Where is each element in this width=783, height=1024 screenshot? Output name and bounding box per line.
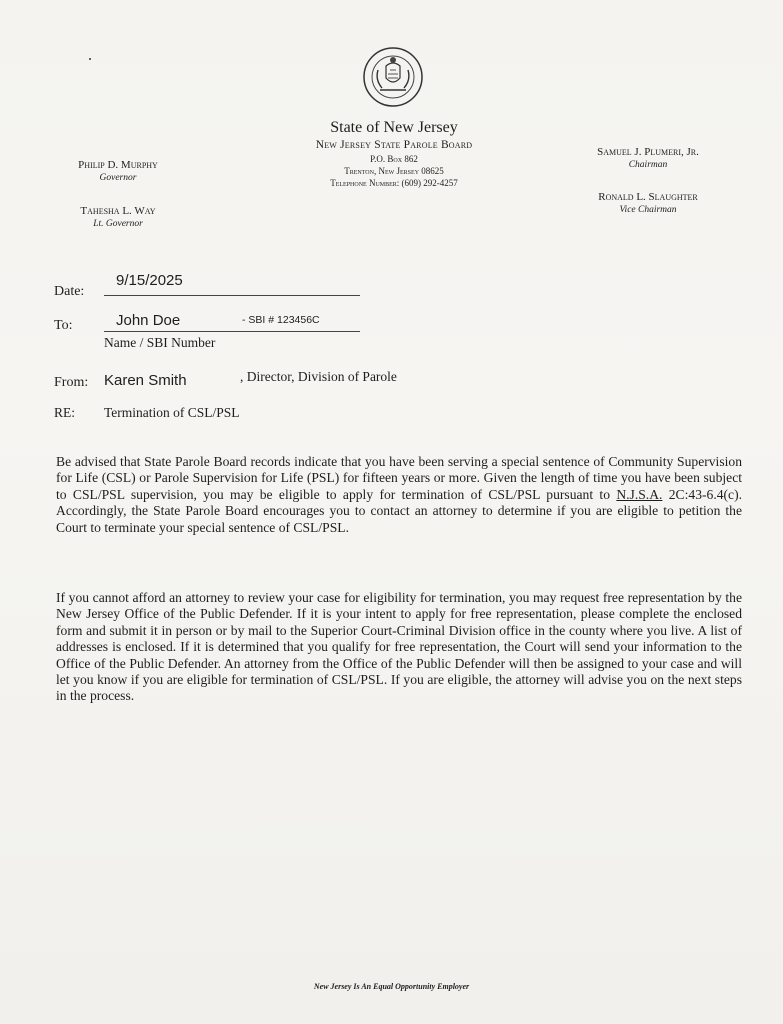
- paragraph-1-start: Be advised that State Parole Board records indicate that you have been serving a special sentence of Community Supervision for Life (CSL) or Parole Supervision for Life (PSL) for fifteen years or more. Given the length of time you have been subject to CSL/PSL supervision, you may be eligible to apply for termination of CSL/PSL pursuant to: [56, 454, 742, 502]
- official-chairman: [568, 145, 728, 172]
- re-subject: Termination of CSL/PSL: [104, 405, 240, 420]
- from-name: Karen Smith: [104, 372, 187, 389]
- official-title: Governor: [99, 173, 137, 183]
- re-label: RE:: [54, 405, 76, 420]
- date-label: Date:: [54, 284, 85, 299]
- official-title: Lt. Governor: [93, 219, 143, 229]
- telephone-line: Telephone Number: (609) 292-4257: [330, 178, 458, 188]
- state-title: State of New Jersey: [330, 119, 458, 136]
- to-label: To:: [54, 318, 73, 333]
- official-name: Ronald L. Slaughter: [598, 191, 698, 203]
- official-lt-governor: [48, 204, 188, 231]
- footer-eoe: New Jersey Is An Equal Opportunity Employer: [313, 982, 470, 991]
- to-name: John Doe: [116, 312, 181, 329]
- state-seal-icon: [362, 46, 424, 108]
- date-value: 9/15/2025: [116, 272, 183, 289]
- to-underline: [104, 331, 360, 332]
- name-sbi-caption: Name / SBI Number: [104, 335, 216, 350]
- body-paragraph-1: [56, 454, 742, 536]
- board-title: New Jersey State Parole Board: [315, 139, 473, 151]
- sbi-number: - SBI # 123456C: [242, 314, 320, 326]
- official-name: Philip D. Murphy: [78, 159, 158, 171]
- letterhead: [280, 118, 508, 189]
- scan-speck: [89, 58, 91, 60]
- official-vice-chairman: [568, 190, 728, 217]
- po-box: P.O. Box 862: [370, 154, 418, 164]
- official-name: Tahesha L. Way: [80, 205, 156, 217]
- from-label: From:: [54, 375, 89, 390]
- body-paragraph-2: If you cannot afford an attorney to review your case for eligibility for termination, you may request free representation by the New Jersey Office of the Public Defender. If it is your intent to apply for free representation, please complete the enclosed form and submit it in person or by mail to the Superior Court-Criminal Division office in the county where you live. A list of addresses is enclosed. If it is determined that you qualify for free representation, the Court will send your information to the Office of the Public Defender. An attorney from the Office of the Public Defender will then be assigned to your case and will let you know if you are eligible for termination of CSL/PSL. If you are eligible, the attorney will advise you on the next steps in the process.: [56, 590, 742, 704]
- statute-citation: N.J.S.A.: [616, 486, 663, 502]
- official-title: Vice Chairman: [619, 205, 677, 215]
- official-governor: [48, 158, 188, 185]
- city-line: Trenton, New Jersey 08625: [344, 166, 444, 176]
- from-title: , Director, Division of Parole: [240, 369, 397, 384]
- official-title: Chairman: [628, 160, 668, 170]
- paragraph-1-end: 2C:43-6.4(c). Accordingly, the State Parole Board encourages you to contact an attorney to determine if you are eligible to petition the Court to terminate your special sentence of CSL/PSL.: [56, 486, 742, 535]
- date-underline: [104, 295, 360, 296]
- official-name: Samuel J. Plumeri, Jr.: [597, 146, 699, 158]
